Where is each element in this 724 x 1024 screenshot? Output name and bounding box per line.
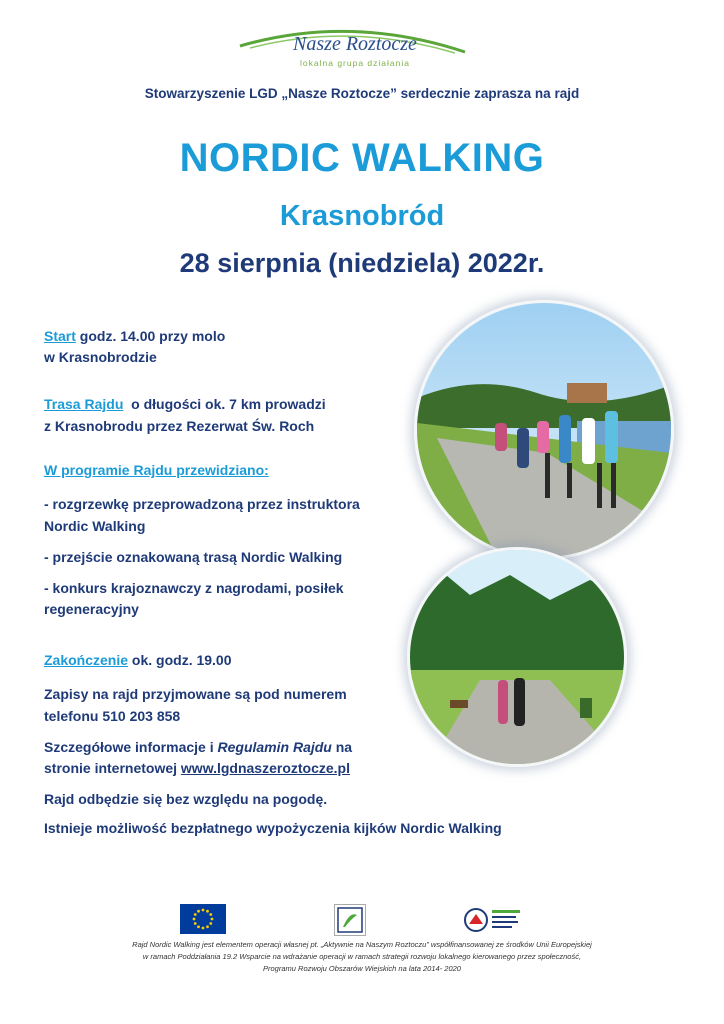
footer-line-1: Rajd Nordic Walking jest elementem operacji własnej pt. „Aktywnie na Naszym Roztoczu” współfinansowanej ze środków Unii Europejskiej — [132, 940, 592, 949]
website-prefix: stronie internetowej — [44, 760, 181, 776]
info-line-2 — [44, 760, 350, 776]
logo-tagline: lokalna grupa działania — [300, 58, 410, 68]
invitation-line: Stowarzyszenie LGD „Nasze Roztocze” serdecznie zaprasza na rajd — [144, 86, 580, 101]
poles-line: Istnieje możliwość bezpłatnego wypożyczenia kijków Nordic Walking — [44, 820, 502, 836]
end-label: Zakończenie — [44, 652, 129, 668]
program-item-2: - przejście oznakowaną trasą Nordic Walking — [44, 549, 343, 565]
start-text: godz. 14.00 przy molo — [75, 328, 226, 344]
route-line — [44, 396, 326, 412]
lake-walk-photo — [414, 300, 674, 560]
route-text: o długości ok. 7 km prowadzi — [123, 396, 326, 412]
event-place: Krasnobród — [279, 200, 445, 232]
start-line — [44, 328, 225, 344]
route-label: Trasa Rajdu — [44, 396, 124, 412]
footer-line-3: Programu Rozwoju Obszarów Wiejskich na lata 2014- 2020 — [263, 964, 461, 973]
route-line-2: z Krasnobrodu przez Rezerwat Św. Roch — [44, 418, 315, 434]
program-label: W programie Rajdu przewidziano: — [44, 462, 269, 478]
website-link[interactable]: www.lgdnaszeroztocze.pl — [180, 760, 350, 776]
event-date: 28 sierpnia (niedziela) 2022r. — [179, 248, 545, 278]
regulations-text: Regulamin Rajdu — [217, 739, 332, 755]
forest-walk-photo — [407, 547, 627, 767]
signup-line: Zapisy na rajd przyjmowane są pod numerem — [44, 686, 347, 702]
footer-line-2: w ramach Poddziałania 19.2 Wsparcie na wdrażanie operacji w ramach strategii rozwoju lokalnego kierowanego przez społeczność, — [142, 952, 582, 961]
signup-line-2: telefonu 510 203 858 — [44, 708, 181, 724]
start-line-2: w Krasnobrodzie — [44, 349, 157, 365]
leader-logo-icon — [334, 904, 366, 936]
program-item-1-cont: Nordic Walking — [44, 518, 146, 534]
start-label: Start — [44, 328, 76, 344]
program-heading — [44, 462, 269, 478]
end-line — [44, 652, 232, 668]
program-item-1: - rozgrzewkę przeprowadzoną przez instruktora — [44, 496, 360, 512]
program-item-3-cont: regeneracyjny — [44, 601, 139, 617]
weather-line: Rajd odbędzie się bez względu na pogodę. — [44, 791, 328, 807]
eu-flag-icon — [180, 904, 226, 934]
prow-logo-icon — [462, 904, 522, 936]
logo-name: Nasze Roztocze — [293, 33, 417, 55]
organization-logo — [230, 20, 470, 70]
info-text-end: na — [331, 739, 353, 755]
end-text: ok. godz. 19.00 — [128, 652, 232, 668]
info-text: Szczegółowe informacje i — [44, 739, 218, 755]
program-item-3: - konkurs krajoznawczy z nagrodami, posiłek — [44, 580, 344, 596]
info-line — [44, 739, 352, 755]
event-title: NORDIC WALKING — [179, 136, 545, 180]
